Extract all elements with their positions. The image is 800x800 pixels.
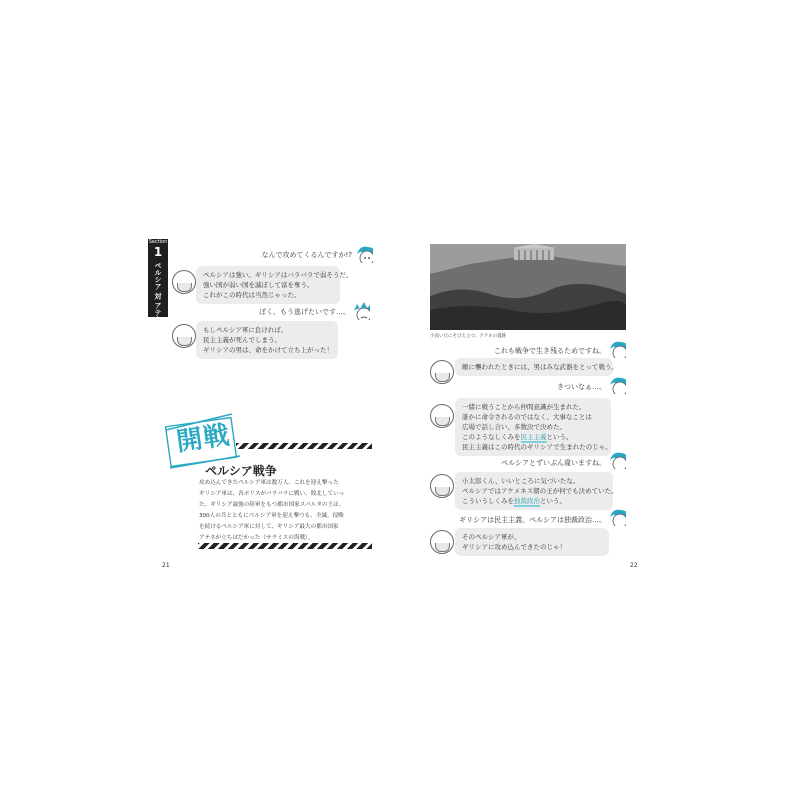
boy-icon <box>608 451 626 469</box>
bubble-line <box>462 496 606 506</box>
highlight-term: 民主主義 <box>520 433 547 441</box>
boy-icon <box>355 245 373 263</box>
bubble-line: ペルシアではアケメネス朝の王が何でも決めていた。 <box>462 487 618 495</box>
bubble-line: 誰かに命令されるのではなく、大事なことは <box>462 413 592 421</box>
highlight-term: 独裁政治 <box>514 497 540 505</box>
text: こういうしくみを <box>462 497 514 505</box>
stripe-bottom <box>198 543 372 549</box>
boy-speech-2: きついなぁ…。 <box>557 383 606 391</box>
body-line: ギリシア軍は、各ポリスがバラバラに戦い、敗北していっ <box>199 491 345 497</box>
boy-speech-3: ペルシアとずいぶん違いますね。 <box>501 459 606 467</box>
chapter-title: ペルシア 対 アテネ <box>154 262 162 323</box>
text: という。 <box>546 433 573 441</box>
bubble-line: ペルシアは強い。ギリシアはバラバラで弱そうだ。 <box>203 271 353 279</box>
boy-speech-2: ぼく、もう逃げたいです…。 <box>259 308 350 316</box>
bubble-line: そのペルシア軍が、 <box>462 533 521 541</box>
bubble-line: ギリシアに攻め込んできたのじゃ！ <box>462 543 566 551</box>
bubble-line: 広場で話し合い、多数決で決めた。 <box>462 423 566 431</box>
elder-bubble-3 <box>455 472 618 510</box>
battle-body <box>199 478 374 544</box>
body-line: た。ギリシア最強の陸軍をもつ都市国家スパルタの王は、 <box>199 502 345 508</box>
bubble-line: ギリシアの男は、命をかけて立ち上がった！ <box>203 346 333 354</box>
page-number-right: 22 <box>630 562 638 569</box>
elder-icon <box>430 530 454 554</box>
battle-title: ペルシア戦争 <box>205 464 277 478</box>
boy-speech-1: なんで攻めてくるんですか!? <box>261 251 352 259</box>
body-line: 攻め込んできたペルシア軍は数万人。これを迎え撃った <box>199 480 339 486</box>
battle-stamp: 開戦 <box>174 420 233 458</box>
boy-speech-1: これも戦争で生き残るためですね。 <box>494 347 606 355</box>
elder-bubble-2 <box>196 321 338 359</box>
elder-icon <box>430 474 454 498</box>
boy-icon <box>608 376 626 394</box>
photo-caption: 小高い丘にそびえ立つ、アテネの遺跡 <box>430 334 507 339</box>
elder-bubble-2 <box>455 398 611 456</box>
text: という。 <box>540 497 566 505</box>
chapter-label: Section <box>148 239 168 245</box>
page-number-left: 21 <box>162 562 170 569</box>
boy-speech-4: ギリシアは民主主義、ペルシアは独裁政治…。 <box>459 516 606 524</box>
bubble-line: これがこの時代は当然じゃった。 <box>203 291 301 299</box>
body-line: 300人の兵とともにペルシア軍を迎え撃つも、全滅。侵略 <box>199 513 344 519</box>
elder-bubble-1 <box>455 358 618 376</box>
boy-worried-icon <box>352 302 370 320</box>
bubble-line: 敵に襲われたときには、男はみな武器をとって戦う。 <box>462 363 618 371</box>
bubble-line: もしペルシア軍に負ければ、 <box>203 326 288 334</box>
stripe-top <box>236 443 372 449</box>
boy-icon <box>608 340 626 358</box>
elder-bubble-1 <box>196 266 353 304</box>
acropolis-photo <box>430 244 626 330</box>
body-line: アテネが立ちはだかった（サラミスの海戦）。 <box>199 535 314 541</box>
bubble-line <box>462 432 604 442</box>
bubble-line: 強い国が弱い国を滅ぼして富を奪う。 <box>203 281 314 289</box>
bubble-line: 民主主義が死んでしまう。 <box>203 336 281 344</box>
bubble-line: 小太郎くん、いいところに気づいたな。 <box>462 477 580 485</box>
body-line: を続けるペルシア軍に対して、ギリシア最大の都市国家 <box>199 524 339 530</box>
bubble-line: 民主主義はこの時代のギリシアで生まれたのじゃ。 <box>462 443 612 451</box>
boy-icon <box>608 508 626 526</box>
text: このようなしくみを <box>462 433 521 441</box>
elder-bubble-4 <box>455 528 609 556</box>
chapter-number: 1 <box>153 245 163 259</box>
chapter-tab <box>148 239 168 323</box>
acropolis-illustration <box>430 244 626 330</box>
elder-icon <box>172 270 196 294</box>
bubble-line: 一緒に戦うことから仲間意識が生まれた。 <box>462 403 586 411</box>
elder-icon <box>430 360 454 384</box>
elder-icon <box>430 404 454 428</box>
elder-icon <box>172 324 196 348</box>
